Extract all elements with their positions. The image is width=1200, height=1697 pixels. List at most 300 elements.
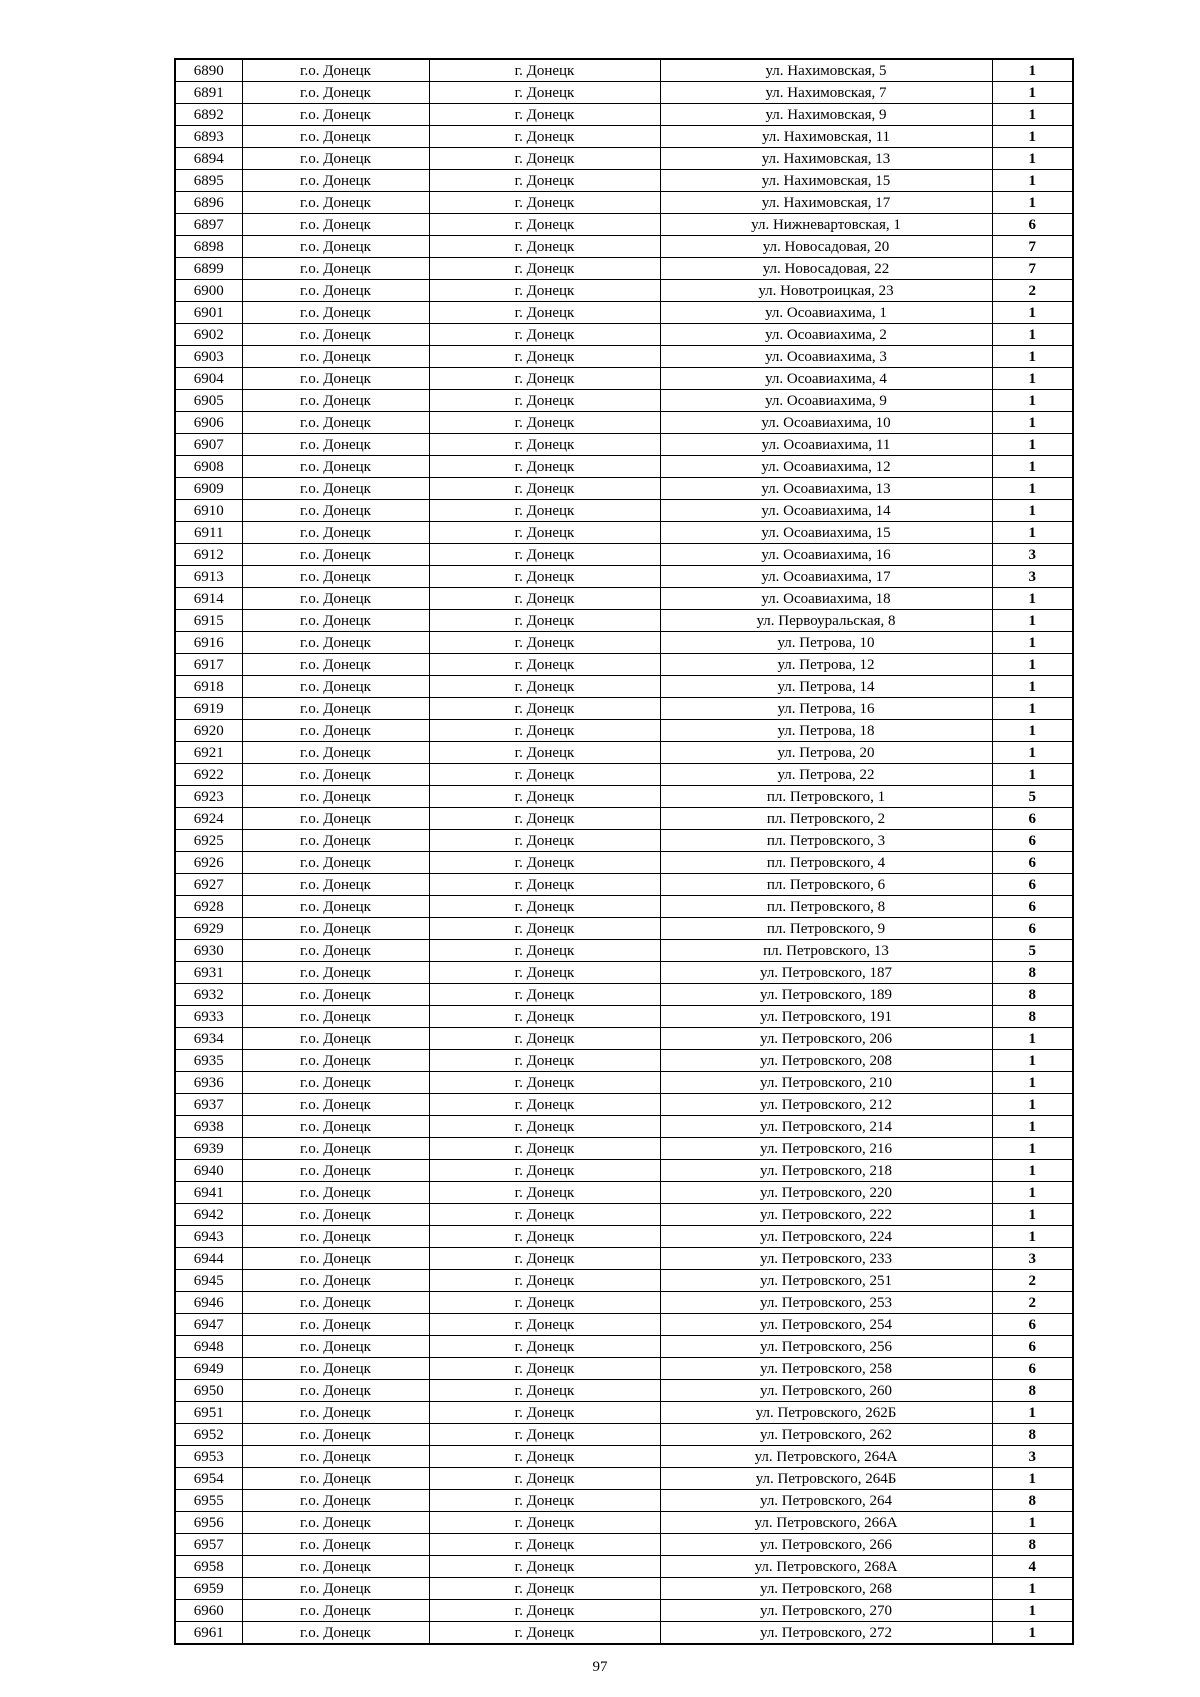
address-table-body	[175, 59, 1073, 1644]
table-row	[175, 896, 1073, 918]
count-cell: 1	[992, 104, 1073, 126]
row-number-cell: 6931	[175, 962, 242, 984]
table-row	[175, 544, 1073, 566]
address-cell: ул. Петровского, 218	[660, 1160, 992, 1182]
city-cell: г. Донецк	[429, 566, 660, 588]
table-row	[175, 1028, 1073, 1050]
count-cell: 1	[992, 1094, 1073, 1116]
address-cell: пл. Петровского, 13	[660, 940, 992, 962]
count-cell: 1	[992, 1402, 1073, 1424]
address-cell: ул. Петровского, 191	[660, 1006, 992, 1028]
district-cell: г.о. Донецк	[242, 258, 429, 280]
count-cell: 3	[992, 566, 1073, 588]
table-row	[175, 1270, 1073, 1292]
row-number-cell: 6905	[175, 390, 242, 412]
address-cell: ул. Петрова, 10	[660, 632, 992, 654]
row-number-cell: 6912	[175, 544, 242, 566]
count-cell: 8	[992, 1006, 1073, 1028]
table-row	[175, 1050, 1073, 1072]
row-number-cell: 6894	[175, 148, 242, 170]
district-cell: г.о. Донецк	[242, 434, 429, 456]
address-cell: пл. Петровского, 1	[660, 786, 992, 808]
district-cell: г.о. Донецк	[242, 786, 429, 808]
address-cell: ул. Петрова, 14	[660, 676, 992, 698]
row-number-cell: 6897	[175, 214, 242, 236]
count-cell: 8	[992, 962, 1073, 984]
count-cell: 1	[992, 412, 1073, 434]
district-cell: г.о. Донецк	[242, 280, 429, 302]
district-cell: г.о. Донецк	[242, 940, 429, 962]
table-row	[175, 566, 1073, 588]
table-row	[175, 1160, 1073, 1182]
district-cell: г.о. Донецк	[242, 1534, 429, 1556]
row-number-cell: 6919	[175, 698, 242, 720]
count-cell: 1	[992, 302, 1073, 324]
district-cell: г.о. Донецк	[242, 984, 429, 1006]
count-cell: 3	[992, 544, 1073, 566]
count-cell: 1	[992, 1204, 1073, 1226]
table-row	[175, 786, 1073, 808]
address-cell: ул. Петровского, 222	[660, 1204, 992, 1226]
count-cell: 1	[992, 1600, 1073, 1622]
table-row	[175, 280, 1073, 302]
row-number-cell: 6954	[175, 1468, 242, 1490]
table-row	[175, 808, 1073, 830]
city-cell: г. Донецк	[429, 1512, 660, 1534]
row-number-cell: 6916	[175, 632, 242, 654]
row-number-cell: 6960	[175, 1600, 242, 1622]
district-cell: г.о. Донецк	[242, 368, 429, 390]
address-cell: ул. Осоавиахима, 10	[660, 412, 992, 434]
row-number-cell: 6915	[175, 610, 242, 632]
address-cell: ул. Петровского, 224	[660, 1226, 992, 1248]
table-row	[175, 830, 1073, 852]
city-cell: г. Донецк	[429, 1446, 660, 1468]
count-cell: 1	[992, 1182, 1073, 1204]
city-cell: г. Донецк	[429, 1556, 660, 1578]
address-cell: ул. Осоавиахима, 1	[660, 302, 992, 324]
city-cell: г. Донецк	[429, 698, 660, 720]
city-cell: г. Донецк	[429, 720, 660, 742]
count-cell: 1	[992, 170, 1073, 192]
count-cell: 1	[992, 698, 1073, 720]
city-cell: г. Донецк	[429, 82, 660, 104]
city-cell: г. Донецк	[429, 1468, 660, 1490]
count-cell: 1	[992, 1160, 1073, 1182]
district-cell: г.о. Донецк	[242, 544, 429, 566]
table-row	[175, 170, 1073, 192]
city-cell: г. Донецк	[429, 1226, 660, 1248]
row-number-cell: 6934	[175, 1028, 242, 1050]
count-cell: 5	[992, 786, 1073, 808]
row-number-cell: 6890	[175, 59, 242, 82]
address-cell: ул. Петровского, 253	[660, 1292, 992, 1314]
count-cell: 1	[992, 82, 1073, 104]
district-cell: г.о. Донецк	[242, 764, 429, 786]
row-number-cell: 6947	[175, 1314, 242, 1336]
city-cell: г. Донецк	[429, 126, 660, 148]
row-number-cell: 6957	[175, 1534, 242, 1556]
district-cell: г.о. Донецк	[242, 1006, 429, 1028]
row-number-cell: 6942	[175, 1204, 242, 1226]
district-cell: г.о. Донецк	[242, 1446, 429, 1468]
row-number-cell: 6893	[175, 126, 242, 148]
district-cell: г.о. Донецк	[242, 1556, 429, 1578]
district-cell: г.о. Донецк	[242, 148, 429, 170]
count-cell: 5	[992, 940, 1073, 962]
table-row	[175, 1622, 1073, 1645]
city-cell: г. Донецк	[429, 1292, 660, 1314]
row-number-cell: 6932	[175, 984, 242, 1006]
table-row	[175, 1490, 1073, 1512]
district-cell: г.о. Донецк	[242, 1160, 429, 1182]
address-cell: ул. Нахимовская, 15	[660, 170, 992, 192]
table-row	[175, 500, 1073, 522]
count-cell: 8	[992, 1490, 1073, 1512]
row-number-cell: 6892	[175, 104, 242, 126]
table-row	[175, 390, 1073, 412]
district-cell: г.о. Донецк	[242, 1270, 429, 1292]
table-row	[175, 1578, 1073, 1600]
address-cell: ул. Петровского, 220	[660, 1182, 992, 1204]
row-number-cell: 6927	[175, 874, 242, 896]
row-number-cell: 6924	[175, 808, 242, 830]
row-number-cell: 6910	[175, 500, 242, 522]
city-cell: г. Донецк	[429, 940, 660, 962]
count-cell: 1	[992, 632, 1073, 654]
table-row	[175, 258, 1073, 280]
row-number-cell: 6944	[175, 1248, 242, 1270]
city-cell: г. Донецк	[429, 588, 660, 610]
address-cell: ул. Осоавиахима, 4	[660, 368, 992, 390]
count-cell: 1	[992, 390, 1073, 412]
count-cell: 1	[992, 192, 1073, 214]
count-cell: 1	[992, 1512, 1073, 1534]
address-cell: ул. Осоавиахима, 2	[660, 324, 992, 346]
table-row	[175, 698, 1073, 720]
address-cell: ул. Петровского, 266	[660, 1534, 992, 1556]
address-cell: ул. Петровского, 262Б	[660, 1402, 992, 1424]
district-cell: г.о. Донецк	[242, 1358, 429, 1380]
address-cell: ул. Петровского, 210	[660, 1072, 992, 1094]
address-cell: ул. Петровского, 214	[660, 1116, 992, 1138]
table-row	[175, 1006, 1073, 1028]
row-number-cell: 6929	[175, 918, 242, 940]
city-cell: г. Донецк	[429, 170, 660, 192]
address-cell: ул. Петровского, 254	[660, 1314, 992, 1336]
address-cell: пл. Петровского, 9	[660, 918, 992, 940]
count-cell: 1	[992, 434, 1073, 456]
table-row	[175, 1446, 1073, 1468]
row-number-cell: 6904	[175, 368, 242, 390]
address-cell: ул. Осоавиахима, 14	[660, 500, 992, 522]
row-number-cell: 6908	[175, 456, 242, 478]
count-cell: 1	[992, 1028, 1073, 1050]
row-number-cell: 6895	[175, 170, 242, 192]
row-number-cell: 6907	[175, 434, 242, 456]
table-row	[175, 874, 1073, 896]
count-cell: 6	[992, 1358, 1073, 1380]
district-cell: г.о. Донецк	[242, 302, 429, 324]
address-cell: ул. Осоавиахима, 15	[660, 522, 992, 544]
count-cell: 2	[992, 280, 1073, 302]
count-cell: 1	[992, 1116, 1073, 1138]
city-cell: г. Донецк	[429, 346, 660, 368]
table-row	[175, 1424, 1073, 1446]
count-cell: 6	[992, 1314, 1073, 1336]
district-cell: г.о. Донецк	[242, 1622, 429, 1645]
address-cell: ул. Петрова, 16	[660, 698, 992, 720]
address-cell: ул. Петровского, 233	[660, 1248, 992, 1270]
table-row	[175, 82, 1073, 104]
district-cell: г.о. Донецк	[242, 962, 429, 984]
count-cell: 6	[992, 896, 1073, 918]
district-cell: г.о. Донецк	[242, 236, 429, 258]
row-number-cell: 6903	[175, 346, 242, 368]
address-cell: ул. Осоавиахима, 18	[660, 588, 992, 610]
address-cell: пл. Петровского, 3	[660, 830, 992, 852]
count-cell: 1	[992, 346, 1073, 368]
row-number-cell: 6917	[175, 654, 242, 676]
address-cell: пл. Петровского, 6	[660, 874, 992, 896]
count-cell: 1	[992, 1050, 1073, 1072]
table-row	[175, 1138, 1073, 1160]
address-cell: ул. Петрова, 22	[660, 764, 992, 786]
district-cell: г.о. Донецк	[242, 830, 429, 852]
city-cell: г. Донецк	[429, 104, 660, 126]
city-cell: г. Донецк	[429, 324, 660, 346]
address-cell: ул. Петровского, 270	[660, 1600, 992, 1622]
city-cell: г. Донецк	[429, 742, 660, 764]
count-cell: 7	[992, 258, 1073, 280]
table-row	[175, 764, 1073, 786]
address-cell: ул. Петровского, 189	[660, 984, 992, 1006]
row-number-cell: 6959	[175, 1578, 242, 1600]
row-number-cell: 6940	[175, 1160, 242, 1182]
count-cell: 1	[992, 126, 1073, 148]
address-cell: ул. Петрова, 12	[660, 654, 992, 676]
row-number-cell: 6902	[175, 324, 242, 346]
table-row	[175, 1292, 1073, 1314]
address-cell: ул. Петровского, 251	[660, 1270, 992, 1292]
city-cell: г. Донецк	[429, 1358, 660, 1380]
city-cell: г. Донецк	[429, 434, 660, 456]
district-cell: г.о. Донецк	[242, 1072, 429, 1094]
row-number-cell: 6896	[175, 192, 242, 214]
count-cell: 1	[992, 588, 1073, 610]
address-cell: ул. Петровского, 264Б	[660, 1468, 992, 1490]
address-cell: ул. Осоавиахима, 9	[660, 390, 992, 412]
district-cell: г.о. Донецк	[242, 214, 429, 236]
row-number-cell: 6961	[175, 1622, 242, 1645]
table-row	[175, 1226, 1073, 1248]
table-row	[175, 984, 1073, 1006]
district-cell: г.о. Донецк	[242, 654, 429, 676]
count-cell: 1	[992, 148, 1073, 170]
row-number-cell: 6953	[175, 1446, 242, 1468]
row-number-cell: 6949	[175, 1358, 242, 1380]
address-cell: ул. Нижневартовская, 1	[660, 214, 992, 236]
table-row	[175, 368, 1073, 390]
address-cell: ул. Петровского, 268	[660, 1578, 992, 1600]
count-cell: 1	[992, 368, 1073, 390]
row-number-cell: 6898	[175, 236, 242, 258]
count-cell: 1	[992, 500, 1073, 522]
city-cell: г. Донецк	[429, 1578, 660, 1600]
city-cell: г. Донецк	[429, 1534, 660, 1556]
city-cell: г. Донецк	[429, 808, 660, 830]
address-cell: ул. Осоавиахима, 13	[660, 478, 992, 500]
address-cell: ул. Петровского, 264А	[660, 1446, 992, 1468]
city-cell: г. Донецк	[429, 764, 660, 786]
table-row	[175, 412, 1073, 434]
district-cell: г.о. Донецк	[242, 676, 429, 698]
district-cell: г.о. Донецк	[242, 918, 429, 940]
district-cell: г.о. Донецк	[242, 1292, 429, 1314]
table-row	[175, 148, 1073, 170]
city-cell: г. Донецк	[429, 258, 660, 280]
count-cell: 6	[992, 918, 1073, 940]
count-cell: 3	[992, 1446, 1073, 1468]
row-number-cell: 6921	[175, 742, 242, 764]
table-row	[175, 742, 1073, 764]
table-row	[175, 236, 1073, 258]
district-cell: г.о. Донецк	[242, 1116, 429, 1138]
row-number-cell: 6956	[175, 1512, 242, 1534]
city-cell: г. Донецк	[429, 786, 660, 808]
district-cell: г.о. Донецк	[242, 500, 429, 522]
district-cell: г.о. Донецк	[242, 1490, 429, 1512]
city-cell: г. Донецк	[429, 1160, 660, 1182]
district-cell: г.о. Донецк	[242, 742, 429, 764]
row-number-cell: 6920	[175, 720, 242, 742]
table-row	[175, 654, 1073, 676]
address-cell: ул. Нахимовская, 5	[660, 59, 992, 82]
row-number-cell: 6955	[175, 1490, 242, 1512]
address-cell: ул. Петровского, 268А	[660, 1556, 992, 1578]
table-row	[175, 852, 1073, 874]
count-cell: 1	[992, 1578, 1073, 1600]
district-cell: г.о. Донецк	[242, 324, 429, 346]
table-row	[175, 1072, 1073, 1094]
count-cell: 1	[992, 456, 1073, 478]
district-cell: г.о. Донецк	[242, 104, 429, 126]
city-cell: г. Донецк	[429, 302, 660, 324]
city-cell: г. Донецк	[429, 1050, 660, 1072]
row-number-cell: 6891	[175, 82, 242, 104]
table-row	[175, 214, 1073, 236]
row-number-cell: 6911	[175, 522, 242, 544]
table-row	[175, 1182, 1073, 1204]
count-cell: 4	[992, 1556, 1073, 1578]
address-cell: ул. Петровского, 187	[660, 962, 992, 984]
city-cell: г. Донецк	[429, 1138, 660, 1160]
city-cell: г. Донецк	[429, 962, 660, 984]
table-row	[175, 720, 1073, 742]
address-cell: ул. Осоавиахима, 11	[660, 434, 992, 456]
district-cell: г.о. Донецк	[242, 1028, 429, 1050]
city-cell: г. Донецк	[429, 280, 660, 302]
city-cell: г. Донецк	[429, 214, 660, 236]
city-cell: г. Донецк	[429, 1182, 660, 1204]
district-cell: г.о. Донецк	[242, 126, 429, 148]
row-number-cell: 6914	[175, 588, 242, 610]
row-number-cell: 6946	[175, 1292, 242, 1314]
district-cell: г.о. Донецк	[242, 566, 429, 588]
district-cell: г.о. Донецк	[242, 698, 429, 720]
city-cell: г. Донецк	[429, 918, 660, 940]
address-cell: ул. Петровского, 260	[660, 1380, 992, 1402]
city-cell: г. Донецк	[429, 654, 660, 676]
count-cell: 6	[992, 808, 1073, 830]
count-cell: 1	[992, 1138, 1073, 1160]
row-number-cell: 6928	[175, 896, 242, 918]
table-row	[175, 478, 1073, 500]
count-cell: 2	[992, 1292, 1073, 1314]
city-cell: г. Донецк	[429, 896, 660, 918]
count-cell: 8	[992, 1534, 1073, 1556]
count-cell: 1	[992, 1226, 1073, 1248]
address-cell: ул. Петровского, 216	[660, 1138, 992, 1160]
address-cell: ул. Осоавиахима, 12	[660, 456, 992, 478]
district-cell: г.о. Донецк	[242, 1468, 429, 1490]
district-cell: г.о. Донецк	[242, 1094, 429, 1116]
address-cell: ул. Петрова, 18	[660, 720, 992, 742]
address-cell: ул. Осоавиахима, 17	[660, 566, 992, 588]
city-cell: г. Донецк	[429, 456, 660, 478]
district-cell: г.о. Донецк	[242, 896, 429, 918]
table-row	[175, 59, 1073, 82]
city-cell: г. Донецк	[429, 390, 660, 412]
address-cell: ул. Петровского, 212	[660, 1094, 992, 1116]
row-number-cell: 6906	[175, 412, 242, 434]
row-number-cell: 6948	[175, 1336, 242, 1358]
city-cell: г. Донецк	[429, 412, 660, 434]
city-cell: г. Донецк	[429, 544, 660, 566]
city-cell: г. Донецк	[429, 1204, 660, 1226]
table-row	[175, 632, 1073, 654]
row-number-cell: 6941	[175, 1182, 242, 1204]
row-number-cell: 6939	[175, 1138, 242, 1160]
row-number-cell: 6913	[175, 566, 242, 588]
table-row	[175, 1600, 1073, 1622]
city-cell: г. Донецк	[429, 1336, 660, 1358]
district-cell: г.о. Донецк	[242, 874, 429, 896]
city-cell: г. Донецк	[429, 1622, 660, 1645]
count-cell: 1	[992, 324, 1073, 346]
table-row	[175, 676, 1073, 698]
table-row	[175, 324, 1073, 346]
table-row	[175, 610, 1073, 632]
count-cell: 1	[992, 764, 1073, 786]
count-cell: 3	[992, 1248, 1073, 1270]
count-cell: 2	[992, 1270, 1073, 1292]
address-cell: ул. Петровского, 256	[660, 1336, 992, 1358]
table-row	[175, 1468, 1073, 1490]
row-number-cell: 6950	[175, 1380, 242, 1402]
city-cell: г. Донецк	[429, 1094, 660, 1116]
address-cell: ул. Новосадовая, 20	[660, 236, 992, 258]
city-cell: г. Донецк	[429, 1380, 660, 1402]
address-cell: ул. Осоавиахима, 16	[660, 544, 992, 566]
address-cell: ул. Нахимовская, 13	[660, 148, 992, 170]
city-cell: г. Донецк	[429, 148, 660, 170]
count-cell: 1	[992, 1468, 1073, 1490]
address-cell: ул. Первоуральская, 8	[660, 610, 992, 632]
city-cell: г. Донецк	[429, 1270, 660, 1292]
row-number-cell: 6951	[175, 1402, 242, 1424]
row-number-cell: 6938	[175, 1116, 242, 1138]
